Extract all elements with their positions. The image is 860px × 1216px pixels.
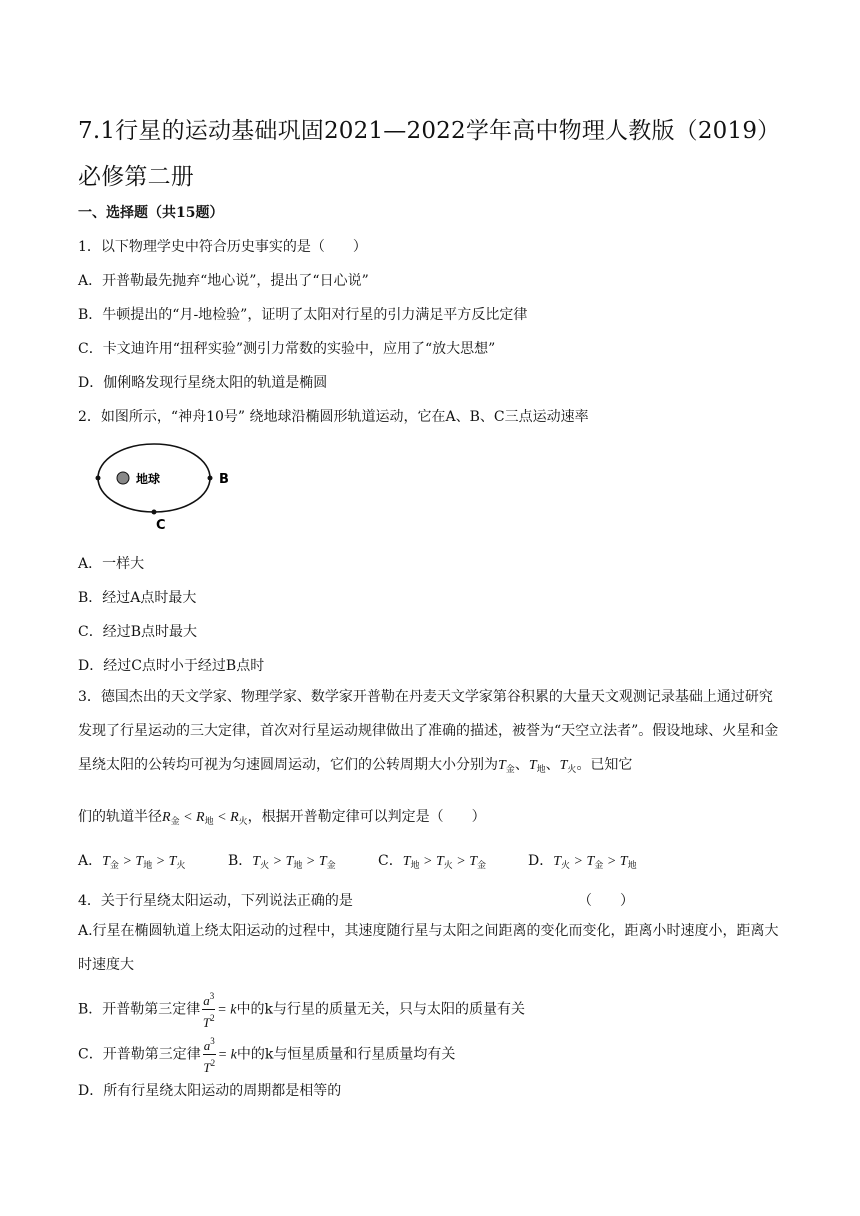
q2-option-d: D．经过C点时小于经过B点时 (78, 658, 265, 674)
earth-icon (117, 472, 129, 484)
q3-option-b: B．$T_火 > T_地 > T_金$ (228, 853, 336, 870)
radius-inequality: $R_金 < R_地 < R_火$ (162, 810, 248, 826)
q4-option-a: A.行星在椭圆轨道上绕太阳运动的过程中，其速度随行星与太阳之间距离的变化而变化，距离小时速度小，距离大时速度大 (78, 923, 779, 973)
earth-label: 地球 (136, 472, 161, 486)
q4-option-d: D．所有行星绕太阳运动的周期都是相等的 (78, 1083, 342, 1099)
q1-option-d: D．伽俐略发现行星绕太阳的轨道是椭圆 (78, 375, 328, 391)
q1-option-b: B．牛顿提出的“月-地检验”，证明了太阳对行星的引力满足平方反比定律 (78, 307, 528, 323)
document-title: 7.1行星的运动基础巩固2021—2022学年高中物理人教版（2019）必修第二册 (78, 118, 781, 190)
section-heading: 一、选择题（共15题） (78, 205, 224, 221)
point-a-dot (96, 476, 101, 481)
q4-option-b: B．开普勒第三定律 $\frac{a^3}{T^2}$ = k中的k与行星的质量无关，只与太阳的质量有关 (78, 988, 525, 1031)
q3-stem-end: 。已知它 (576, 757, 633, 773)
q4-answer-paren: （ ） (578, 893, 634, 909)
q3-stem: 3．德国杰出的天文学家、物理学家、数学家开普勒在丹麦天文学家第谷积累的大量天文观测记录基础上通过研究发现了行星运动的三大定律，首次对行星运动规律做出了准确的描述，被誉为“天空立法者”。假设地球、火星和金星绕太阳的公转均可视为匀速圆周运动，它们的公转周期大小分别为$T_金$、$T_地$、$T_火$。已知它 (78, 689, 779, 774)
point-c-dot (152, 510, 157, 515)
point-b-dot (208, 476, 213, 481)
q2-option-b: B．经过A点时最大 (78, 590, 197, 606)
q4-stem: 4．关于行星绕太阳运动，下列说法正确的是 (78, 893, 353, 909)
q2-option-c: C．经过B点时最大 (78, 624, 197, 640)
q3-stem-text: 3．德国杰出的天文学家、物理学家、数学家开普勒在丹麦天文学家第谷积累的大量天文观测记录基础上通过研究发现了行星运动的三大定律，首次对行星运动规律做出了准确的描述，被誉为“天空立法者”。假设地球、火星和金星绕太阳的公转均可视为匀速圆周运动，它们的公转周期大小分别为 (78, 689, 779, 773)
point-c-label: C (156, 518, 166, 533)
symbol-t-di: $T_地$ (528, 758, 546, 774)
q3-option-a: A．$T_金 > T_地 > T_火$ (78, 853, 186, 870)
q2-stem: 2．如图所示，“神舟10号” 绕地球沿椭圆形轨道运动，它在A、B、C三点运动速率 (78, 409, 589, 425)
symbol-t-jin: $T_金$ (498, 758, 515, 774)
orbit-figure (88, 438, 248, 534)
kepler-fraction: $\frac{a^3}{T^2}$ (203, 1033, 216, 1076)
q1-option-a: A．开普勒最先抛弃“地心说”，提出了“日心说” (78, 273, 369, 289)
kepler-fraction: $\frac{a^3}{T^2}$ (202, 988, 215, 1031)
q3-stem-line2: 们的轨道半径$R_金 < R_地 < R_火$，根据开普勒定律可以判定是（ ） (78, 809, 486, 826)
q3-option-d: D．$T_火 > T_金 > T_地$ (528, 853, 637, 870)
symbol-t-huo: $T_火$ (559, 758, 577, 774)
q1-stem: 1．以下物理学史中符合历史事实的是（ ） (78, 239, 367, 255)
q3-option-c: C．$T_地 > T_火 > T_金$ (378, 853, 487, 870)
q1-option-c: C．卡文迪许用“扭秤实验”测引力常数的实验中，应用了“放大思想” (78, 341, 496, 357)
q2-option-a: A．一样大 (78, 556, 145, 572)
point-b-label: B (219, 472, 229, 487)
q4-option-c: C．开普勒第三定律 $\frac{a^3}{T^2}$ = k中的k与恒星质量和行星质量均有关 (78, 1033, 455, 1076)
